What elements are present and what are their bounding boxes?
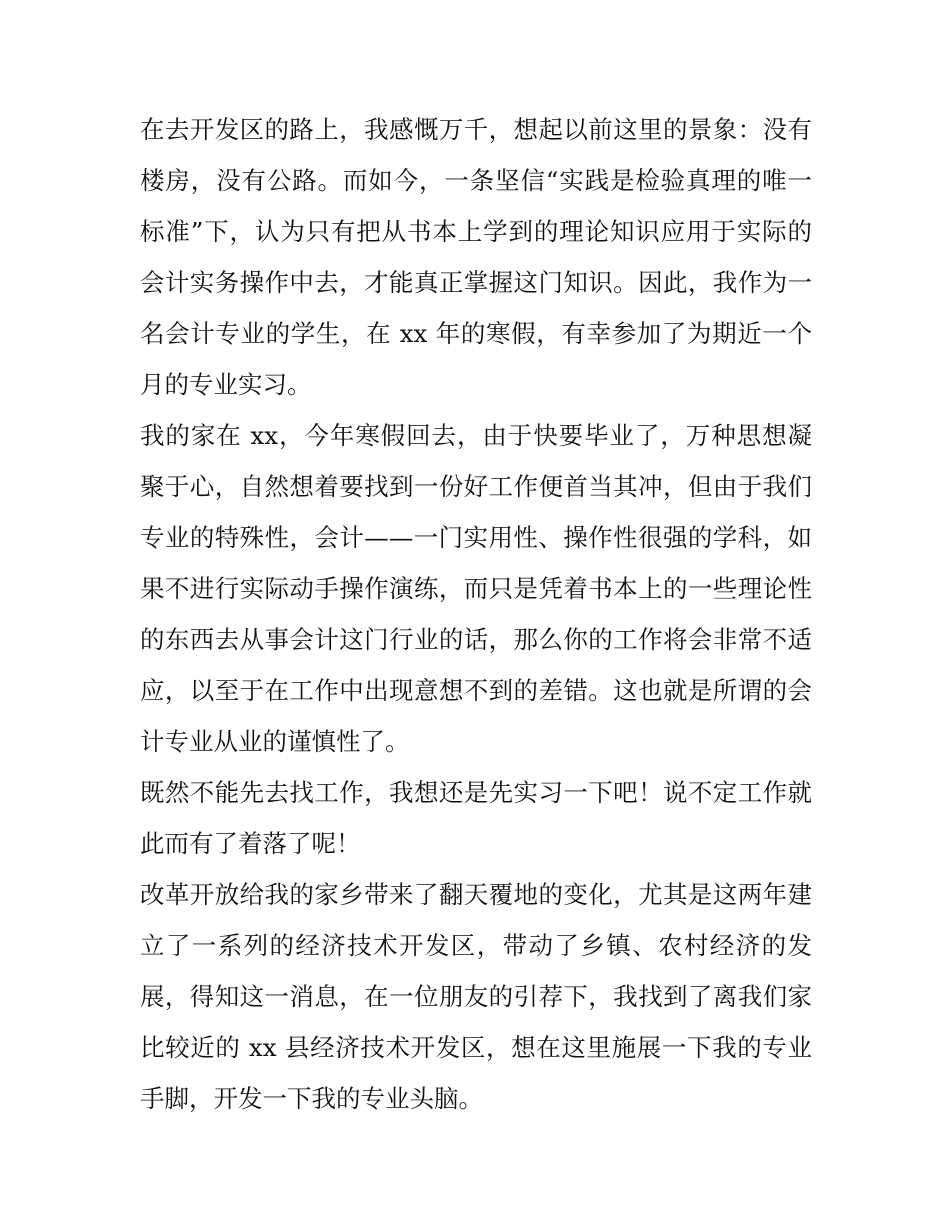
paragraph-1 (140, 104, 812, 410)
text-line: 手脚，开发一下我的专业头脑。 (140, 1084, 483, 1113)
document-body (140, 104, 812, 1124)
text-line: 果不进行实际动手操作演练，而只是凭着书本上的一些理论性 (140, 574, 812, 603)
text-line: 专业的特殊性，会计——一门实用性、操作性很强的学科，如 (140, 523, 812, 552)
text-line: 楼房，没有公路。而如今，一条坚信“实践是检验真理的唯一 (140, 166, 812, 195)
text-line: 计专业从业的谨慎性了。 (140, 727, 410, 756)
text-line: 展，得知这一消息，在一位朋友的引荐下，我找到了离我们家 (140, 982, 812, 1011)
text-line: 在去开发区的路上，我感慨万千，想起以前这里的景象：没有 (140, 115, 812, 144)
text-line: 立了一系列的经济技术开发区，带动了乡镇、农村经济的发 (140, 931, 812, 960)
text-line: 的东西去从事会计这门行业的话，那么你的工作将会非常不适 (140, 625, 812, 654)
paragraph-3 (140, 767, 812, 869)
text-line: 此而有了着落了呢！ (140, 829, 361, 858)
text-line: 改革开放给我的家乡带来了翻天覆地的变化，尤其是这两年建 (140, 880, 812, 909)
text-line: 月的专业实习。 (140, 370, 312, 399)
text-line: 名会计专业的学生，在 xx 年的寒假，有幸参加了为期近一个 (140, 319, 812, 348)
text-line: 聚于心，自然想着要找到一份好工作便首当其冲，但由于我们 (140, 472, 812, 501)
text-line: 既然不能先去找工作，我想还是先实习一下吧！说不定工作就 (140, 778, 812, 807)
text-line: 标准”下，认为只有把从书本上学到的理论知识应用于实际的 (140, 217, 812, 246)
paragraph-2 (140, 410, 812, 767)
text-line: 会计实务操作中去，才能真正掌握这门知识。因此，我作为一 (140, 268, 812, 297)
paragraph-4 (140, 869, 812, 1124)
text-line: 我的家在 xx，今年寒假回去，由于快要毕业了，万种思想凝 (140, 421, 812, 450)
text-line: 应，以至于在工作中出现意想不到的差错。这也就是所谓的会 (140, 676, 812, 705)
text-line: 比较近的 xx 县经济技术开发区，想在这里施展一下我的专业 (140, 1033, 812, 1062)
